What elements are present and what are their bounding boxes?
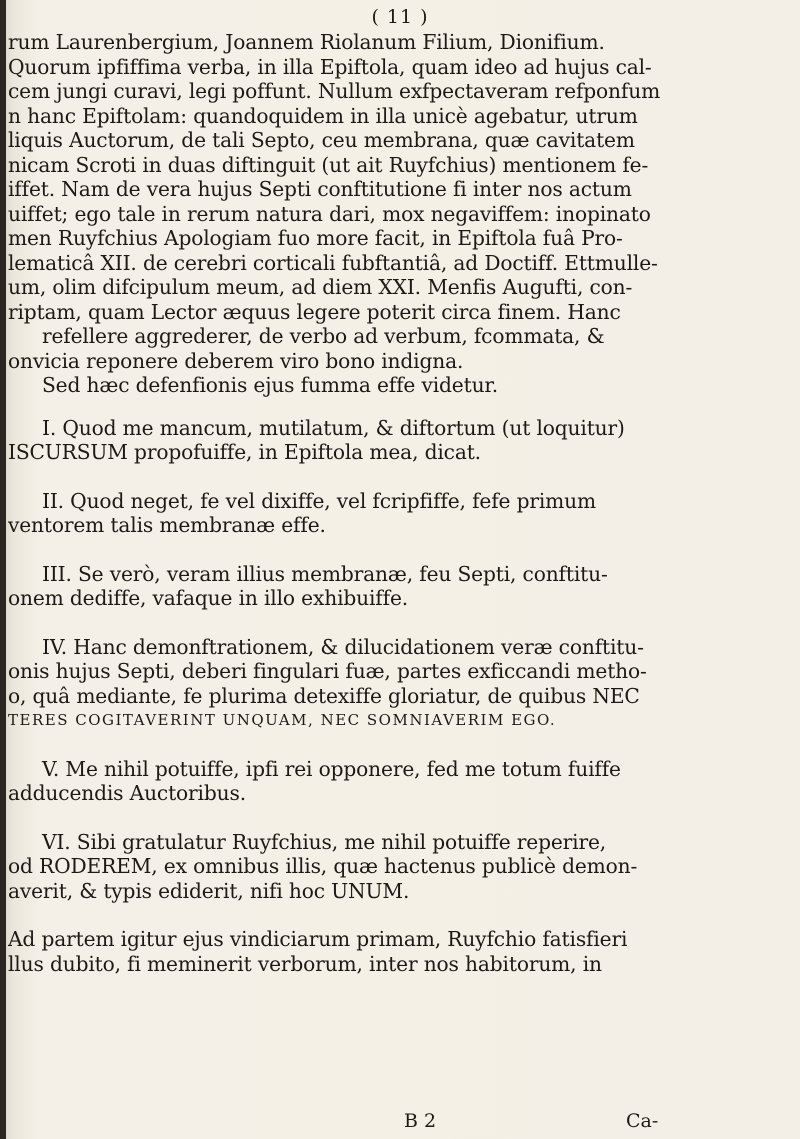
- text-line: llus dubito, fi meminerit verborum, inter nos habitorum, in: [8, 951, 602, 976]
- catchword: Ca-: [626, 1110, 659, 1132]
- signature-mark: B 2: [404, 1110, 437, 1132]
- text-line: iffet. Nam de vera hujus Septi conftitutione fi inter nos actum: [8, 177, 632, 201]
- text-line: VI. Sibi gratulatur Ruyfchius, me nihil potuiffe reperire,: [42, 829, 607, 854]
- text-line: II. Quod neget, fe vel dixiffe, vel fcripfiffe, fefe primum: [42, 488, 597, 513]
- text-line: liquis Auctorum, de tali Septo, ceu membrana, quæ cavitatem: [8, 128, 635, 152]
- text-line: um, olim difcipulum meum, ad diem XXI. Menfis Augufti, con-: [8, 275, 633, 299]
- text-line: nicam Scroti in duas diftinguit (ut ait Ruyfchius) mentionem fe-: [8, 152, 649, 177]
- point-6: [8, 830, 783, 904]
- text-line: III. Se verò, veram illius membranæ, feu Septi, conftitu-: [42, 561, 608, 586]
- text-line: IV. Hanc demonftrationem, & dilucidationem veræ conftitu-: [42, 634, 644, 659]
- page-number: ( 11 ): [371, 6, 429, 28]
- body-text: [8, 30, 783, 976]
- text-line: od RODEREM, ex omnibus illis, quæ hactenus publicè demon-: [8, 854, 638, 878]
- intro-paragraph: [8, 30, 783, 398]
- text-line: V. Me nihil potuiffe, ipfi rei opponere, fed me totum fuiffe: [42, 756, 621, 781]
- point-1: [8, 416, 783, 465]
- text-line: Ad partem igitur ejus vindiciarum primam, Ruyfchio fatisfieri: [8, 927, 628, 951]
- text-line: ISCURSUM propofuiffe, in Epiftola mea, dicat.: [8, 440, 481, 464]
- text-line: lematicâ XII. de cerebri corticali fubftantiâ, ad Doctiff. Ettmulle-: [8, 250, 658, 275]
- point-5: [8, 757, 783, 806]
- point-3: [8, 562, 783, 611]
- text-line-small-caps: TERES COGITAVERINT UNQUAM, NEC SOMNIAVERIM EGO.: [8, 711, 557, 729]
- point-4: [8, 635, 783, 733]
- text-line: Sed hæc defenfionis ejus fumma effe videtur.: [42, 373, 498, 397]
- text-line: uiffet; ego tale in rerum natura dari, mox negaviffem: inopinato: [8, 201, 651, 226]
- page-binding-edge: [0, 0, 6, 1139]
- text-line: rum Laurenbergium, Joannem Riolanum Filium, Dionifium.: [8, 30, 605, 54]
- text-line: cem jungi curavi, legi poffunt. Nullum exfpectaveram refponfum: [8, 79, 661, 103]
- text-line: Quorum ipfiffima verba, in illa Epiftola, quam ideo ad hujus cal-: [8, 54, 652, 79]
- text-line: refellere aggrederer, de verbo ad verbum, fcommata, &: [42, 324, 605, 348]
- text-line: I. Quod me mancum, mutilatum, & diftortum (ut loquitur): [42, 415, 625, 440]
- text-line: onem dediffe, vafaque in illo exhibuiffe.: [8, 586, 409, 610]
- text-line: onvicia reponere deberem viro bono indigna.: [8, 348, 464, 373]
- point-2: [8, 489, 783, 538]
- text-line: onis hujus Septi, deberi fingulari fuæ, partes exficcandi metho-: [8, 659, 647, 683]
- text-line: averit, & typis ediderit, nifi hoc UNUM.: [8, 878, 410, 903]
- text-line: riptam, quam Lector æquus legere poterit circa finem. Hanc: [8, 299, 621, 324]
- text-line: ventorem talis membranæ effe.: [8, 513, 326, 537]
- text-line: o, quâ mediante, fe plurima detexiffe gloriatur, de quibus NEC: [8, 683, 640, 708]
- text-line: adducendis Auctoribus.: [8, 781, 246, 805]
- closing-paragraph: [8, 927, 783, 976]
- text-line: men Ruyfchius Apologiam fuo more facit, in Epiftola fuâ Pro-: [8, 226, 623, 250]
- text-line: n hanc Epiftolam: quandoquidem in illa unicè agebatur, utrum: [8, 103, 638, 128]
